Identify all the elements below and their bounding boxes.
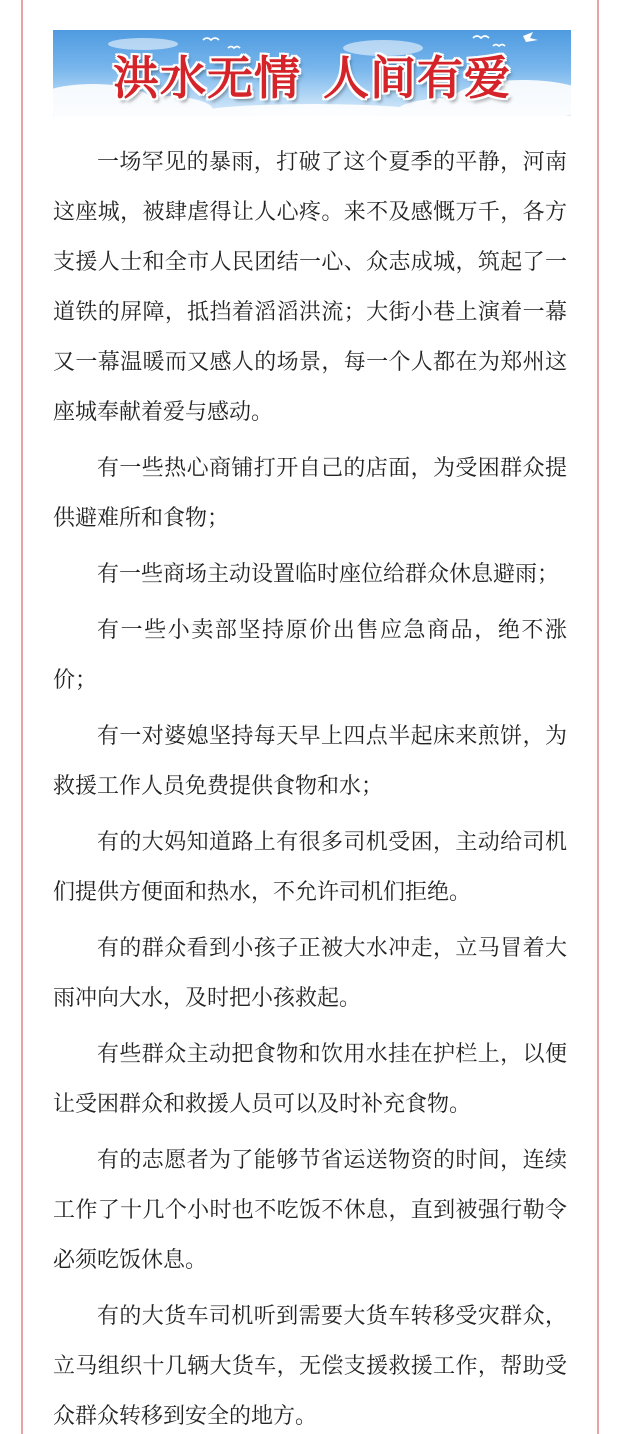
paragraph: 有的大妈知道路上有很多司机受困，主动给司机们提供方便面和热水，不允许司机们拒绝。 (53, 830, 567, 905)
paragraph: 有一些小卖部坚持原价出售应急商品，绝不涨价； (53, 618, 567, 693)
paragraph: 有一些热心商铺打开自己的店面，为受困群众提供避难所和食物； (53, 456, 567, 531)
left-border-line (21, 0, 23, 1434)
paragraph: 有的志愿者为了能够节省运送物资的时间，连续工作了十几个小时也不吃饭不休息，直到被强行勒令必须吃饭休息。 (53, 1148, 567, 1273)
paragraph: 有一对婆媳坚持每天早上四点半起床来煎饼，为救援工作人员免费提供食物和水； (53, 724, 567, 799)
pigeon-icon (523, 32, 538, 42)
banner-title-part2: 人间有爱 (323, 51, 511, 105)
paragraph: 有一些商场主动设置临时座位给群众休息避雨； (97, 562, 560, 587)
paragraph: 有的大货车司机听到需要大货车转移受灾群众，立马组织十几辆大货车，无偿支援救援工作，帮助受众群众转移到安全的地方。 (53, 1304, 567, 1429)
right-border-line (597, 0, 599, 1434)
header-banner (53, 30, 571, 116)
banner-title-part1: 洪水无情 (113, 51, 301, 105)
paragraph: 一场罕见的暴雨，打破了这个夏季的平静，河南这座城，被肆虐得让人心疼。来不及感慨万千，各方支援人士和全市人民团结一心、众志成城，筑起了一道铁的屏障，抵挡着滔滔洪流；大街小巷上演着一幕又一幕温暖而又感人的场景，每一个人都在为郑州这座城奉献着爱与感动。 (53, 150, 567, 425)
paragraph: 有些群众主动把食物和饮用水挂在护栏上，以便让受困群众和救援人员可以及时补充食物。 (53, 1042, 567, 1117)
banner-title (53, 50, 571, 106)
paragraph: 有的群众看到小孩子正被大水冲走，立马冒着大雨冲向大水，及时把小孩救起。 (53, 936, 567, 1011)
article-body (53, 138, 567, 1434)
